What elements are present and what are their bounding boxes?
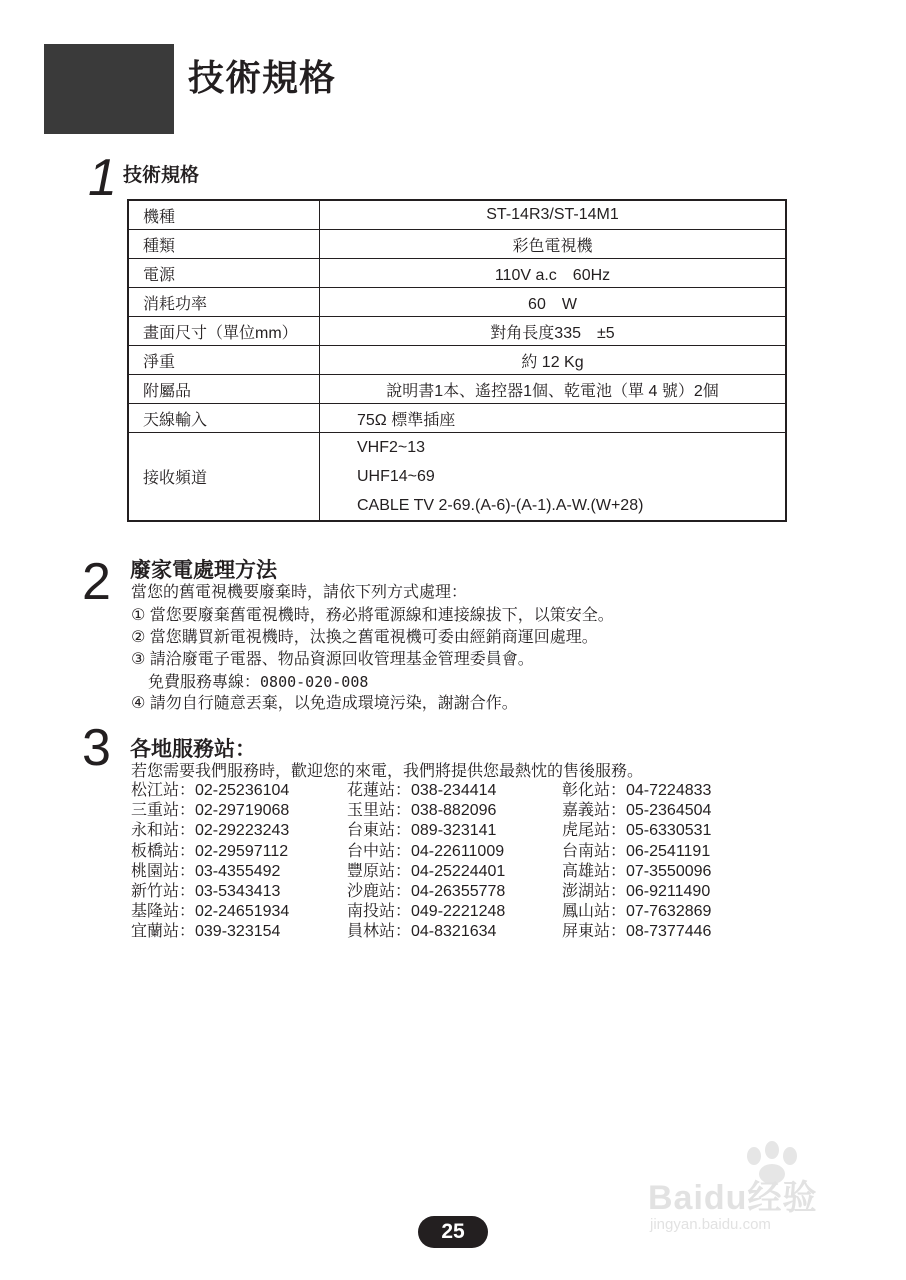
table-row: [128, 433, 786, 522]
table-row: [128, 317, 786, 346]
watermark-brand: Baidu经验: [648, 1179, 818, 1217]
section-number-3: 3: [82, 719, 111, 777]
spec-value: 彩色電視機: [320, 230, 787, 259]
spec-label: 淨重: [128, 346, 320, 375]
station-entry: 桃園站：03-4355492: [131, 862, 281, 880]
spec-label: 機種: [128, 200, 320, 230]
spec-label: 消耗功率: [128, 288, 320, 317]
spec-label: 電源: [128, 259, 320, 288]
watermark: [646, 1140, 866, 1250]
table-row: [128, 288, 786, 317]
station-entry: 三重站：02-29719068: [131, 802, 290, 820]
spec-table: [127, 199, 787, 522]
frequency-line: VHF2~13: [357, 439, 426, 456]
frequency-values: [320, 433, 787, 522]
station-entry: 屏東站：08-7377446: [562, 923, 712, 941]
station-entry: 板橋站：02-29597112: [131, 842, 289, 860]
station-column: [562, 781, 711, 943]
station-entry: 台東站：089-323141: [347, 822, 497, 840]
list-item: ② 當您購買新電視機時，汰換之舊電視機可委由經銷商運回處理。: [131, 629, 598, 646]
frequency-line: CABLE TV 2-69.(A-6)-(A-1).A-W.(W+28): [357, 497, 644, 514]
hotline: [131, 671, 614, 693]
table-row: [128, 375, 786, 404]
station-entry: 員林站：04-8321634: [347, 923, 497, 941]
station-entry: 台南站：06-2541191: [562, 842, 711, 860]
table-row: [128, 346, 786, 375]
spec-value: 60 W: [320, 288, 787, 317]
page-title: 技術規格: [188, 57, 337, 98]
list-item: ③ 請洽廢電子電器、物品資源回收管理基金管理委員會。: [131, 651, 534, 668]
station-entry: 鳳山站：07-7632869: [562, 903, 712, 921]
section-title-2: 廢家電處理方法: [130, 559, 277, 582]
section-title-1: 技術規格: [123, 165, 200, 186]
station-entry: 澎湖站：06-9211490: [562, 882, 711, 900]
spec-value: 說明書1本、遙控器1個、乾電池（單 4 號）2個: [320, 375, 787, 404]
station-entry: 豐原站：04-25224401: [347, 862, 506, 880]
disposal-intro: 當您的舊電視機要廢棄時，請依下列方式處理：: [131, 584, 468, 601]
station-entry: 松江站：02-25236104: [131, 782, 290, 799]
section-number-1: 1: [88, 149, 117, 207]
header-block: [44, 44, 174, 134]
station-entry: 花蓮站：038-234414: [347, 782, 497, 799]
hotline-number: 0800-020-008: [260, 673, 369, 691]
spec-label: 天線輸入: [128, 404, 320, 433]
station-entry: 高雄站：07-3550096: [562, 862, 712, 880]
station-entry: 彰化站：04-7224833: [562, 782, 712, 799]
spec-label: 種類: [128, 230, 320, 259]
spec-value: 75Ω 標準插座: [320, 404, 787, 433]
spec-label: 畫面尺寸（單位mm）: [128, 317, 320, 346]
section-title-3: 各地服務站：: [130, 738, 256, 761]
station-entry: 虎尾站：05-6330531: [562, 822, 712, 840]
watermark-url: jingyan.baidu.com: [650, 1216, 771, 1233]
spec-label: 附屬品: [128, 375, 320, 404]
spec-label: 接收頻道: [128, 433, 320, 522]
station-entry: 南投站：049-2221248: [347, 903, 506, 921]
station-entry: 新竹站：03-5343413: [131, 882, 281, 900]
disposal-list: [131, 605, 614, 715]
station-entry: 永和站：02-29223243: [131, 822, 290, 840]
station-entry: 嘉義站：05-2364504: [562, 802, 712, 820]
station-column: [347, 781, 505, 943]
station-entry: 基隆站：02-24651934: [131, 903, 290, 921]
spec-value: 110V a.c 60Hz: [320, 259, 787, 288]
table-row: [128, 404, 786, 433]
station-column: [131, 781, 289, 943]
spec-value: 對角長度335 ±5: [320, 317, 787, 346]
spec-value: 約 12 Kg: [320, 346, 787, 375]
table-row: [128, 259, 786, 288]
frequency-line: UHF14~69: [357, 468, 435, 485]
service-intro: 若您需要我們服務時，歡迎您的來電，我們將提供您最熱忱的售後服務。: [131, 763, 644, 780]
station-entry: 宜蘭站：039-323154: [131, 923, 281, 941]
table-row: [128, 230, 786, 259]
station-entry: 玉里站：038-882096: [347, 802, 497, 820]
list-item: ④ 請勿自行隨意丟棄，以免造成環境污染，謝謝合作。: [131, 695, 518, 712]
station-entry: 沙鹿站：04-26355778: [347, 882, 506, 900]
section-number-2: 2: [82, 553, 111, 611]
station-entry: 台中站：04-22611009: [347, 842, 505, 860]
table-row: [128, 200, 786, 230]
spec-value: ST-14R3/ST-14M1: [320, 200, 787, 230]
hotline-label: 免費服務專線：: [148, 674, 261, 691]
page-number: 25: [418, 1216, 488, 1248]
list-item: ① 當您要廢棄舊電視機時，務必將電源線和連接線拔下，以策安全。: [131, 607, 614, 624]
